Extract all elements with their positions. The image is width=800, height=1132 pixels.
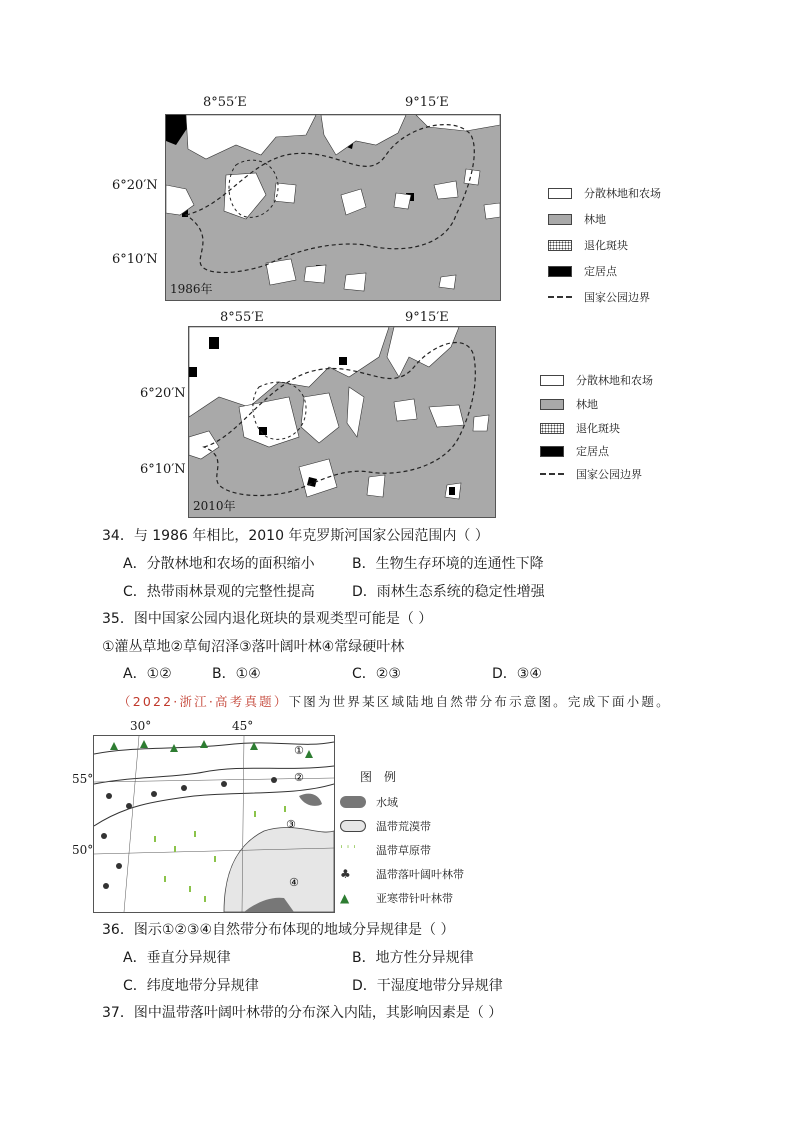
legend2-label-forest: 林地 [576,398,598,411]
swatch-black [548,266,572,277]
zone-legend-steppe-label: 温带草原带 [376,844,431,857]
swatch-white-2 [540,375,564,386]
zone-legend-conifer-label: 亚寒带针叶林带 [376,892,453,905]
lat-label-610-1986: 6°10′N [112,252,158,267]
legend1-label-forest: 林地 [584,213,606,226]
year-label-2010: 2010年 [193,499,236,513]
lon-label-915-1986: 9°15′E [405,95,449,110]
map-2010 [188,326,496,518]
year-label-1986: 1986年 [170,282,213,296]
intro-text: 下图为世界某区域陆地自然带分布示意图。完成下面小题。 [288,694,671,709]
q35-choices: ①灌丛草地②草甸沼泽③落叶阔叶林④常绿硬叶林 [102,639,405,655]
q35-option-c[interactable]: C．②③ [352,666,401,682]
zone-legend-steppe [340,842,431,858]
legend1-row-scattered [548,185,661,201]
legend2-row-degraded [540,420,620,436]
q35-option-d[interactable]: D．③④ [492,666,542,682]
zone-legend-title: 图 例 [360,770,397,784]
scattered-forest-patches [166,115,500,291]
lat-label-620-1986: 6°20′N [112,178,158,193]
zone-mark-4: ④ [289,876,299,889]
q35-option-a[interactable]: A．①② [123,666,172,682]
zone-legend-desert-label: 温带荒漠带 [376,820,431,833]
zone-legend-broadleaf [340,866,464,882]
zone-mark-1: ① [294,744,304,757]
q36-option-a[interactable]: A．垂直分异规律 [123,950,231,966]
map-1986-drawing [166,115,500,300]
swatch-dashed-2 [540,473,564,475]
map-1986 [165,114,501,301]
zone-legend-conifer [340,890,453,906]
legend1-label-scattered: 分散林地和农场 [584,187,661,200]
section-intro [118,692,671,710]
lon-label-45: 45° [232,719,254,733]
legend2-label-scattered: 分散林地和农场 [576,374,653,387]
swatch-white [548,188,572,199]
zone-legend-water [340,794,398,810]
lon-label-30: 30° [130,719,152,733]
steppe-swatch: ˈ ˈ ˈ [340,843,357,856]
zone-legend-water-label: 水域 [376,796,398,809]
legend2-row-boundary [540,466,642,482]
legend1-row-degraded [548,237,628,253]
legend1-label-boundary: 国家公园边界 [584,291,650,304]
swatch-gray-2 [540,399,564,410]
q36-option-c[interactable]: C．纬度地带分异规律 [123,978,259,994]
natural-zones-map [93,735,335,913]
q34-option-d[interactable]: D．雨林生态系统的稳定性增强 [352,584,545,600]
natural-zones-drawing [94,736,334,912]
legend2-row-scattered [540,372,653,388]
lon-label-915-2010: 9°15′E [405,310,449,325]
legend1-row-forest [548,211,606,227]
lat-label-610-2010: 6°10′N [140,462,186,477]
legend2-label-settlement: 定居点 [576,445,609,458]
broadleaf-swatch: ♣ [340,867,351,881]
map-2010-drawing [189,327,495,517]
q37-stem: 37．图中温带落叶阔叶林带的分布深入内陆，其影响因素是（ ） [102,1005,503,1021]
legend2-label-degraded: 退化斑块 [576,422,620,435]
swatch-dotted-2 [540,423,564,434]
lat-label-620-2010: 6°20′N [140,386,186,401]
legend1-label-settlement: 定居点 [584,265,617,278]
swatch-dashed [548,296,572,298]
q34-option-b[interactable]: B．生物生存环境的连通性下降 [352,556,544,572]
zone-mark-2: ② [294,771,304,784]
zone-legend-desert [340,818,431,834]
q34-option-a[interactable]: A．分散林地和农场的面积缩小 [123,556,315,572]
q36-stem: 36．图示①②③④自然带分布体现的地域分异规律是（ ） [102,922,455,938]
swatch-black-2 [540,446,564,457]
legend1-row-boundary [548,289,650,305]
lon-label-855-1986: 8°55′E [203,95,247,110]
q34-option-c[interactable]: C．热带雨林景观的完整性提高 [123,584,315,600]
q36-option-b[interactable]: B．地方性分异规律 [352,950,474,966]
q35-option-b[interactable]: B．①④ [212,666,261,682]
legend1-label-degraded: 退化斑块 [584,239,628,252]
swatch-dotted [548,240,572,251]
desert-swatch [340,820,366,832]
intro-source: （2022·浙江·高考真题） [118,694,289,709]
q35-stem: 35．图中国家公园内退化斑块的景观类型可能是（ ） [102,611,433,627]
legend2-label-boundary: 国家公园边界 [576,468,642,481]
q36-option-d[interactable]: D．干湿度地带分异规律 [352,978,503,994]
lat-label-50: 50° [72,843,94,857]
q34-stem: 34．与 1986 年相比，2010 年克罗斯河国家公园范围内（ ） [102,528,489,544]
scattered-forest-patches-2010 [189,327,489,499]
zone-mark-3: ③ [286,818,296,831]
water-swatch [340,796,366,808]
conifer-swatch: ▲ [340,891,350,905]
legend2-row-settlement [540,443,609,459]
lon-label-855-2010: 8°55′E [220,310,264,325]
swatch-gray [548,214,572,225]
lat-label-55: 55° [72,772,94,786]
legend2-row-forest [540,396,598,412]
legend1-row-settlement [548,263,617,279]
zone-legend-broadleaf-label: 温带落叶阔叶林带 [376,868,464,881]
